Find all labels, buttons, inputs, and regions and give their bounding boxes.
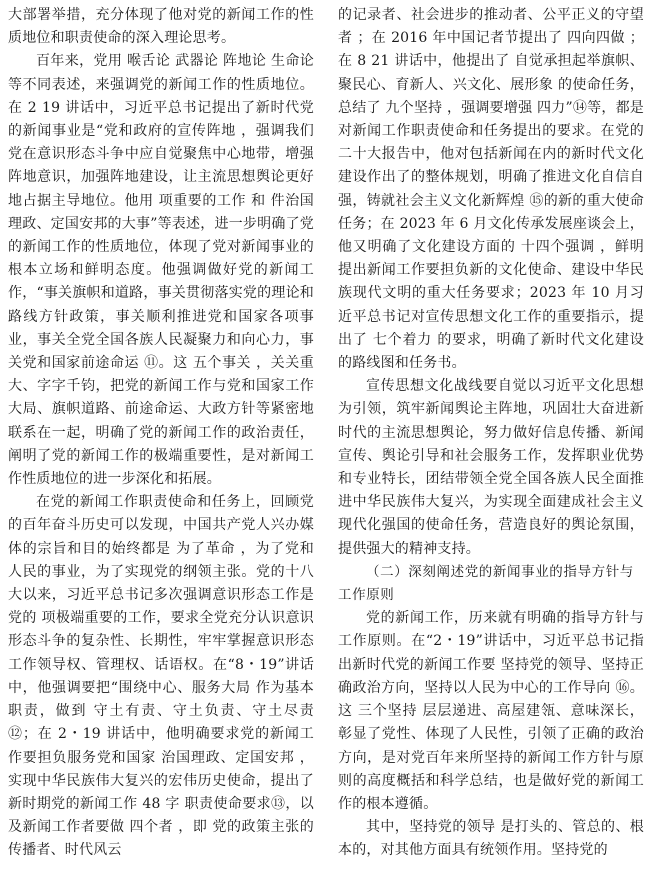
paragraph: 百年来，党用 喉舌论 武器论 阵地论 生命论 等不同表述，来强调党的新闻工作的性质地位。在 2 19 讲话中，习近平总书记提出了新时代党的新闻事业是“党和政府的宣传阵地 ，强调我们党在意识形态斗争中应自觉聚焦中心地带，增强阵地意识，加强阵地建设，让主流思想舆论更好地占据主导地位。他用 项重要的工作 和 件治国理政、定国安邦的大事”等表述，进一步明确了党的新闻工作的性质地位，体现了党对新闻事业的根本立场和鲜明态度。他强调做好党的新闻工作，“事关旗帜和道路，事关贯彻落实党的理论和路线方针政策，事关顺利推进党和国家各项事业，事关全党全国各族人民凝聚力和向心力，事关党和国家前途命运 ⑪。这 五个事关 ，关关重大、字字千钧，把党的新闻工作与党和国家工作大局、旗帜道路、前途命运、大政方针等紧密地联系在一起，明确了党的新闻工作的政治责任，阐明了党的新闻工作的极端重要性，是对新闻工作性质地位的进一步深化和拓展。 <box>8 53 314 488</box>
left-column <box>8 4 314 880</box>
paragraph: 宣传思想文化战线要自觉以习近平文化思想为引领，筑牢新闻舆论主阵地，巩固壮大奋进新时代的主流思想舆论，努力做好信息传播、新闻宣传、舆论引导和社会服务工作，发挥职业优势和专业特长，团结带领全党全国各族人民全面推进中华民族伟大复兴，为实现全面建成社会主义现代化强国的使命任务，营造良好的舆论氛围，提供强大的精神支持。 <box>338 378 644 557</box>
paragraph: 的记录者、社会进步的推动者、公平正义的守望者 ；在 2016 年中国记者节提出了 四向四做 ；在 8 21 讲话中，他提出了 自觉承担起举旗帜、聚民心、育新人、兴文化、展形象 的使命任务，总结了 九个坚持 ，强调要增强 四力”⑭等，都是对新闻工作职责使命和任务提出的要求。在党的二十大报告中，他对包括新闻在内的新时代文化建设作出了的整体规划，明确了推进文化自信自强，铸就社会主义文化新辉煌 ⑮的新的重大使命任务；在 2023 年 6 月文化传承发展座谈会上，他又明确了文化建设方面的 十四个强调 ，鲜明提出新闻工作要担负新的文化使命、建设中华民族现代文明的重大任务要求；2023 年 10 月习近平总书记对宣传思想文化工作的重要指示，提出了 七个着力 的要求，明确了新时代文化建设的路线图和任务书。 <box>338 7 644 372</box>
paragraph: 在党的新闻工作职责使命和任务上，回顾党的百年奋斗历史可以发现，中国共产党人兴办媒体的宗旨和目的始终都是 为了革命 ，为了党和人民的事业，为了实现党的纲领主张。党的十八大以来，习近平总书记多次强调意识形态工作是党的 项极端重要的工作，要求全党充分认识意识形态斗争的复杂性、长期性，牢牢掌握意识形态工作领导权、管理权、话语权。在“8・19”讲话中，他强调要把“围绕中心、服务大局 作为基本职责，做到 守土有责、守土负责、守土尽责 ⑫；在 2・19 讲话中，他明确要求党的新闻工作要担负服务党和国家 治国理政、定国安邦 ，实现中华民族伟大复兴的宏伟历史使命，提出了新时期党的新闻工作 48 字 职责使命要求⑬，以及新闻工作者要做 四个者 ，即 党的政策主张的传播者、时代风云 <box>8 494 314 859</box>
right-column <box>338 4 644 880</box>
paragraph: 大部署举措，充分体现了他对党的新闻工作的性质地位和职责使命的深入理论思考。 <box>8 7 314 47</box>
paragraph: 党的新闻工作，历来就有明确的指导方针与工作原则。在“2・19”讲话中，习近平总书记指出新时代党的新闻工作要 坚持党的领导、坚持正确政治方向，坚持以人民为中心的工作导向 ⑯。这 三个坚持 层层递进、高屋建瓴、意味深长，彰显了党性、体现了人民性，引领了正确的政治方向，是对党百年来所坚持的新闻工作方针与原则的高度概括和科学总结，也是做好党的新闻工作的根本遵循。 <box>338 610 644 812</box>
section-heading: （二）深刻阐述党的新闻事业的指导方针与工作原则 <box>338 563 634 604</box>
paragraph: 其中，坚持党的领导 是打头的、管总的、根本的，对其他方面具有统领作用。坚持党的 <box>338 819 644 859</box>
